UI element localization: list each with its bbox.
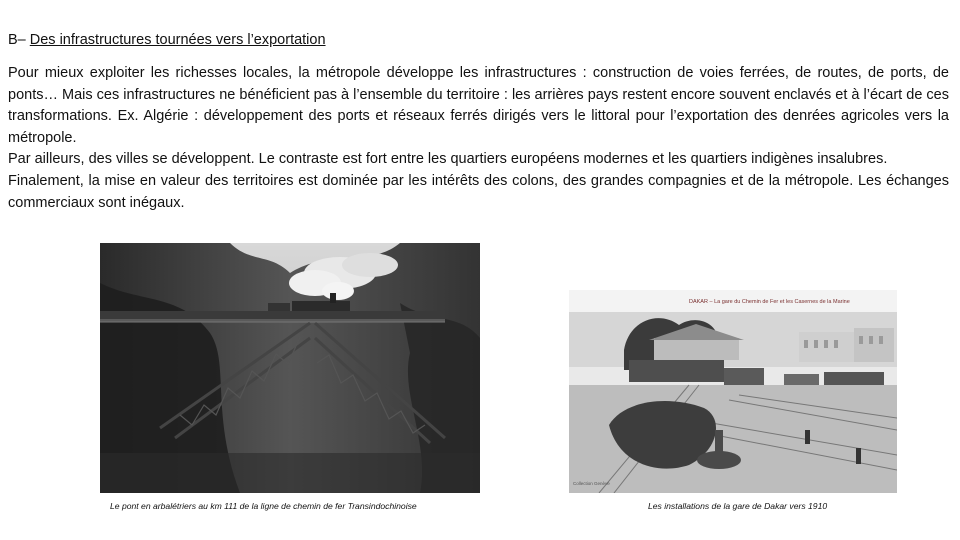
postcard-header-text: DAKAR – La gare du Chemin de Fer et les Casernes de la Marine <box>689 299 850 305</box>
section-heading-title: Des infrastructures tournées vers l’exportation <box>29 32 326 48</box>
barracks-buildings <box>799 328 894 362</box>
valley-floor <box>100 453 480 493</box>
section-heading-prefix: B– <box>8 32 30 48</box>
bridge-illustration <box>100 243 480 493</box>
section-heading <box>8 31 326 49</box>
bridge-photo-caption: Le pont en arbalétriers au km 111 de la ligne de chemin de fer Transindochinoise <box>110 501 417 511</box>
postcard-footer-text: Collection Genève <box>573 481 610 486</box>
paragraph-infrastructures: Pour mieux exploiter les richesses locales, la métropole développe les infrastructures : construction de voies ferrées, de routes, de ports, de ponts… Mais ces infrastructures ne bénéficient pas à l’ensemble du territoire : les arrières pays restent encore souvent enclavés et à l’écart de ces transformations. Ex. Algérie : développement des ports et réseaux ferrés dirigés vers le littoral pour l’exportation des denrées agricoles vers la métropole. <box>8 65 949 146</box>
bridge-photo <box>100 243 480 493</box>
dakar-station-photo-caption: Les installations de la gare de Dakar vers 1910 <box>648 501 828 511</box>
paragraph-villes: Par ailleurs, des villes se développent. Le contraste est fort entre les quartiers européens modernes et les quartiers indigènes insalubres. <box>8 151 888 168</box>
body-text <box>8 63 949 214</box>
dakar-station-photo <box>569 290 897 493</box>
paragraph-conclusion: Finalement, la mise en valeur des territoires est dominée par les intérêts des colons, des grandes compagnies et de la métropole. Les échanges commerciaux sont inégaux. <box>8 172 949 211</box>
dakar-station-illustration <box>569 290 897 493</box>
bridge-deck <box>100 311 445 322</box>
